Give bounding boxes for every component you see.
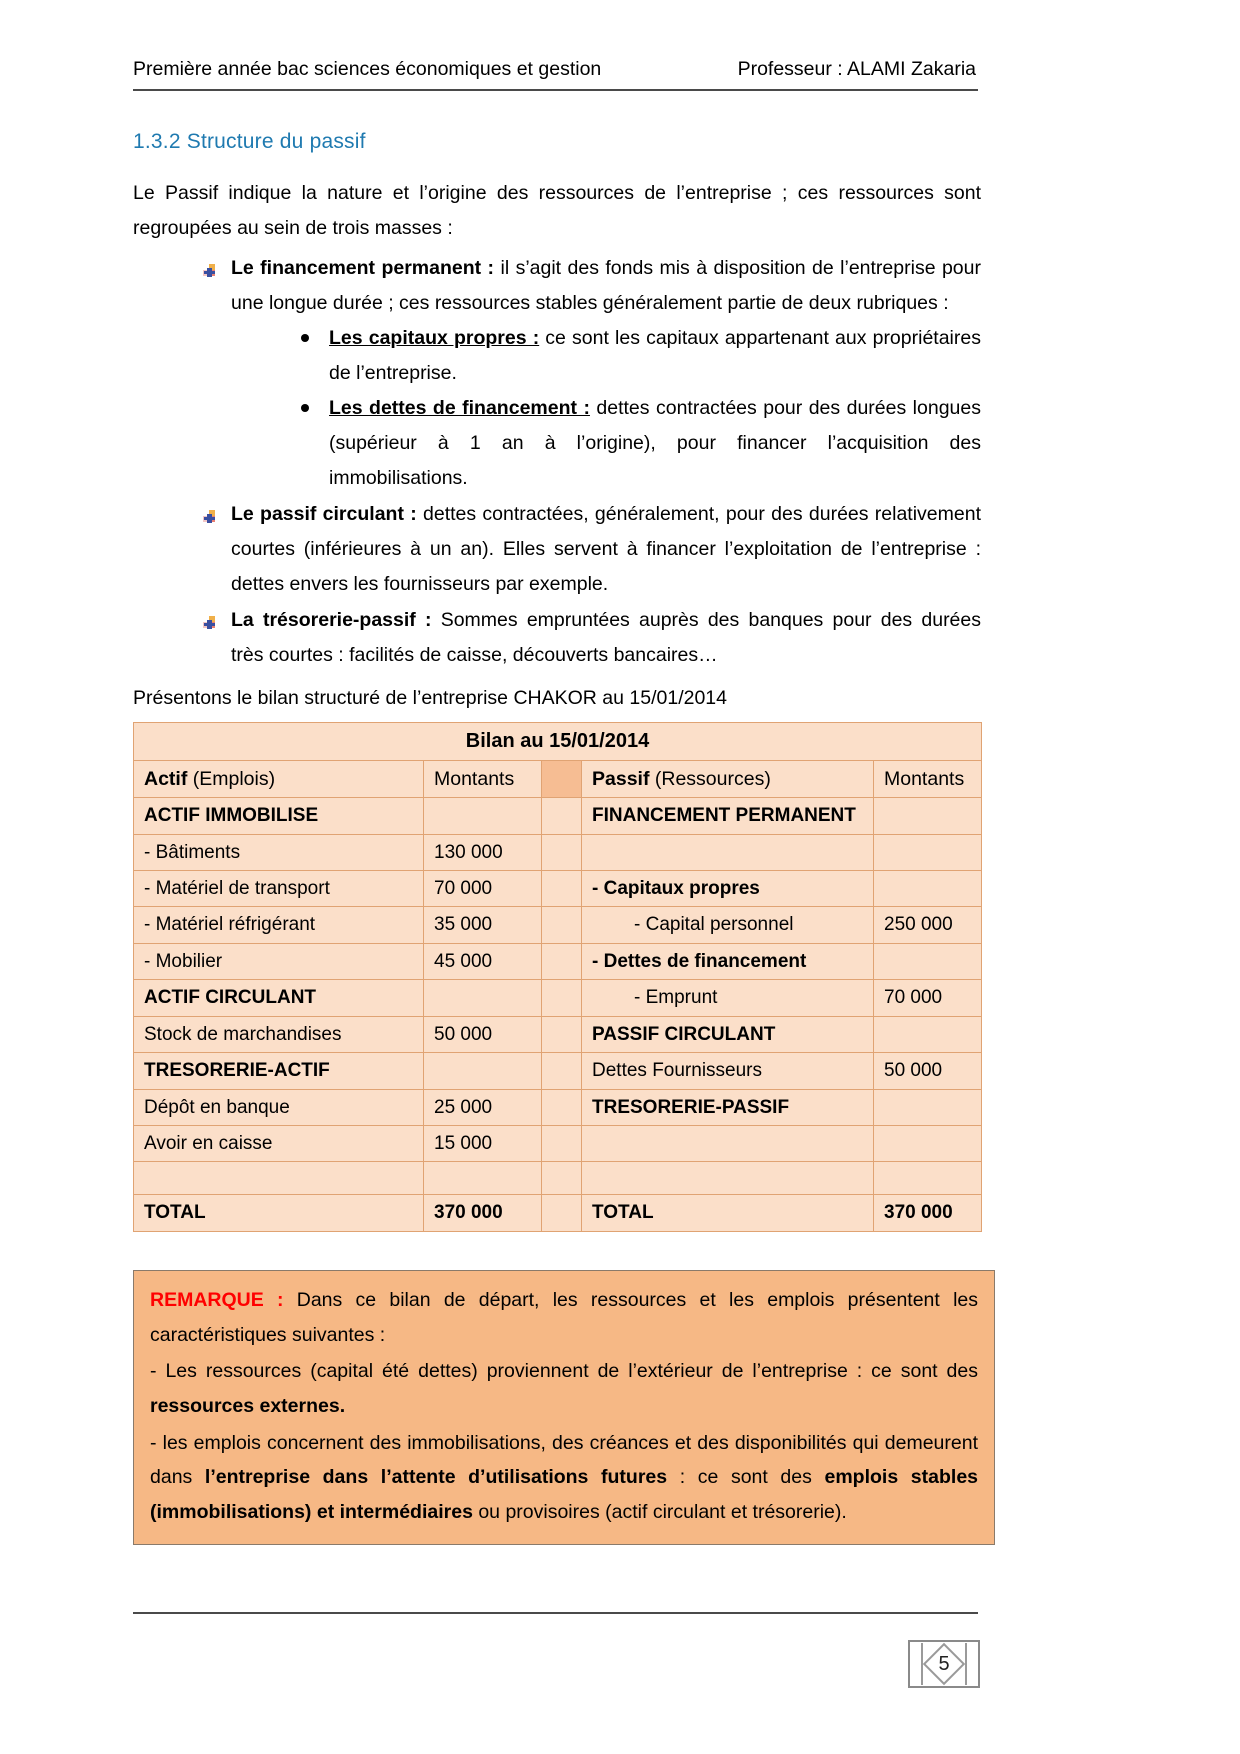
column-header-passif-rest: (Ressources) — [649, 767, 771, 790]
word-bullet-icon — [203, 264, 216, 277]
cell-montant-actif-text: 70 000 — [434, 877, 493, 899]
sub-item-text: ce sont les capitaux appartenant aux propriétaires de l’entreprise. — [329, 326, 981, 384]
cell-spacer — [542, 870, 582, 906]
list-item-passif-circulant — [203, 497, 981, 601]
remark-text-2b: ressources externes. — [150, 1394, 346, 1417]
list-item-label: Le financement permanent : — [231, 257, 495, 280]
cell-montant-actif — [424, 798, 542, 834]
remark-text-3d: emplois stables (immobilisations) et intermédiaires — [150, 1466, 979, 1524]
column-header-montants-left: Montants — [424, 760, 542, 797]
cell-actif-text: ACTIF CIRCULANT — [144, 987, 317, 1009]
cell-montant-passif — [874, 1162, 982, 1195]
cell-spacer — [542, 1053, 582, 1089]
table-row — [134, 1016, 982, 1052]
sub-item-label: Les dettes de financement : — [329, 397, 590, 420]
cell-actif-text: Stock de marchandises — [144, 1023, 342, 1045]
cell-spacer — [542, 943, 582, 979]
cell-actif-text: - Mobilier — [144, 950, 223, 972]
cell-montant-actif — [424, 907, 542, 943]
balance-sheet-body — [134, 722, 982, 1231]
cell-actif — [134, 980, 424, 1016]
cell-spacer — [542, 1016, 582, 1052]
cell-montant-passif-text: 250 000 — [884, 914, 953, 936]
cell-passif-text: TRESORERIE-PASSIF — [592, 1096, 790, 1118]
list-item-tresorerie-passif — [203, 603, 981, 672]
table-row — [134, 870, 982, 906]
remark-text-3b: l’entreprise dans l’attente d’utilisations futures — [204, 1466, 668, 1489]
table-title-row — [134, 722, 982, 760]
cell-montant-passif — [874, 943, 982, 979]
cell-actif-text: - Matériel réfrigérant — [144, 914, 316, 936]
cell-passif — [582, 834, 874, 870]
cell-actif — [134, 1126, 424, 1162]
column-header-actif — [134, 760, 424, 797]
cell-spacer — [542, 834, 582, 870]
cell-passif-text: - Emprunt — [634, 987, 718, 1009]
table-row — [134, 834, 982, 870]
cell-montant-passif — [874, 798, 982, 834]
cell-passif — [582, 943, 874, 979]
balance-sheet-title: Bilan au 15/01/2014 — [134, 722, 982, 760]
bullet-list-level1 — [133, 251, 981, 672]
cell-montant-passif — [874, 1089, 982, 1125]
list-item-label: La trésorerie-passif : — [231, 609, 432, 632]
total-label-actif: TOTAL — [134, 1195, 424, 1231]
column-header-spacer — [542, 760, 582, 797]
remark-text-3c: : ce sont des — [667, 1466, 825, 1489]
cell-actif — [134, 1016, 424, 1052]
cell-actif-text: ACTIF IMMOBILISE — [144, 805, 319, 827]
document-content — [133, 130, 981, 1545]
table-row — [134, 1089, 982, 1125]
intro-paragraph: Le Passif indique la nature et l’origine des ressources de l’entreprise ; ces ressources sont regroupées au sein de trois masses : — [133, 182, 981, 239]
cell-passif-text: - Dettes de financement — [592, 950, 807, 972]
cell-montant-passif — [874, 870, 982, 906]
list-item-text: Sommes empruntées auprès des banques pour des durées très courtes : facilités de caisse, découverts bancaires… — [231, 609, 981, 667]
cell-spacer — [542, 1126, 582, 1162]
cell-montant-passif — [874, 1053, 982, 1089]
list-item-text: il s’agit des fonds mis à disposition de l’entreprise pour une longue durée ; ces ressources stables généralement partie de deux rubriques : — [231, 257, 981, 315]
remark-text-2a: - Les ressources (capital été dettes) proviennent de l’extérieur de l’entreprise : ce sont des — [150, 1360, 978, 1383]
cell-montant-actif — [424, 1016, 542, 1052]
list-item-financement-permanent — [203, 251, 981, 495]
cell-actif — [134, 834, 424, 870]
remark-text-3a: - les emplois concernent des immobilisations, des créances et des disponibilités qui demeurent dans — [150, 1431, 978, 1489]
page-number: 5 — [938, 1652, 950, 1675]
table-intro-text: Présentons le bilan structuré de l’entreprise CHAKOR au 15/01/2014 — [133, 686, 727, 709]
cell-montant-passif — [874, 834, 982, 870]
header-course-title: Première année bac sciences économiques et gestion — [133, 58, 602, 80]
table-header-row — [134, 760, 982, 797]
cell-montant-actif — [424, 1162, 542, 1195]
cell-spacer — [542, 1162, 582, 1195]
cell-spacer — [542, 798, 582, 834]
cell-montant-passif — [874, 980, 982, 1016]
sub-item-text: dettes contractées pour des durées longues (supérieur à 1 an à l’origine), pour financer l’acquisition des immobilisations. — [329, 397, 981, 489]
remark-paragraph-3 — [150, 1426, 978, 1530]
cell-passif — [582, 980, 874, 1016]
cell-passif — [582, 907, 874, 943]
cell-montant-actif — [424, 1089, 542, 1125]
cell-montant-actif — [424, 980, 542, 1016]
cell-montant-passif-text: 70 000 — [884, 987, 943, 1009]
cell-actif-text: TRESORERIE-ACTIF — [144, 1060, 330, 1082]
page-header — [133, 58, 978, 91]
total-value-passif: 370 000 — [874, 1195, 982, 1231]
section-title: 1.3.2 Structure du passif — [133, 130, 366, 153]
column-header-montants-right: Montants — [874, 760, 982, 797]
total-value-actif: 370 000 — [424, 1195, 542, 1231]
cell-actif — [134, 907, 424, 943]
bullet-list-level2 — [231, 321, 981, 496]
list-item-label: Le passif circulant : — [231, 503, 417, 526]
cell-spacer — [542, 907, 582, 943]
page-number-badge — [908, 1640, 980, 1688]
total-spacer — [542, 1195, 582, 1231]
cell-montant-actif — [424, 870, 542, 906]
column-header-actif-bold: Actif — [144, 767, 188, 790]
remark-label: REMARQUE : — [150, 1288, 284, 1311]
cell-montant-passif-text: 50 000 — [884, 1060, 943, 1082]
round-bullet-icon — [301, 334, 309, 342]
list-item-text: dettes contractées, généralement, pour des durées relativement courtes (inférieures à un an). Elles servent à financer l’exploitation de l’entreprise : dettes envers les fournisseurs par exemple. — [231, 503, 981, 595]
table-row — [134, 943, 982, 979]
sub-item-label: Les capitaux propres : — [329, 326, 540, 349]
cell-passif — [582, 1016, 874, 1052]
cell-actif-text: - Matériel de transport — [144, 877, 330, 899]
list-item-capitaux-propres — [299, 321, 981, 390]
cell-passif-text: PASSIF CIRCULANT — [592, 1023, 776, 1045]
remark-text-3e: ou provisoires (actif circulant et trésorerie). — [472, 1501, 847, 1524]
cell-passif — [582, 870, 874, 906]
footer-divider — [133, 1612, 978, 1614]
remark-paragraph-2 — [150, 1354, 978, 1423]
cell-spacer — [542, 1089, 582, 1125]
column-header-actif-rest: (Emplois) — [187, 767, 276, 790]
cell-actif — [134, 798, 424, 834]
cell-montant-passif — [874, 907, 982, 943]
round-bullet-icon — [301, 404, 309, 412]
cell-passif — [582, 798, 874, 834]
table-row — [134, 980, 982, 1016]
cell-montant-actif-text: 15 000 — [434, 1133, 493, 1154]
cell-montant-actif-text: 35 000 — [434, 914, 493, 936]
cell-montant-actif — [424, 943, 542, 979]
cell-passif-text: Dettes Fournisseurs — [592, 1060, 763, 1082]
header-professor: Professeur : ALAMI Zakaria — [737, 58, 976, 80]
table-row — [134, 1053, 982, 1089]
cell-passif-text: - Capital personnel — [634, 914, 794, 936]
cell-montant-passif — [874, 1126, 982, 1162]
cell-montant-passif — [874, 1016, 982, 1052]
balance-sheet-table — [133, 722, 982, 1232]
cell-actif — [134, 870, 424, 906]
cell-montant-actif-text: 45 000 — [434, 950, 493, 972]
table-row — [134, 1162, 982, 1195]
cell-passif — [582, 1162, 874, 1195]
remark-text-1: Dans ce bilan de départ, les ressources et les emplois présentent les caractéristiques suivantes : — [150, 1288, 978, 1346]
cell-spacer — [542, 980, 582, 1016]
cell-passif — [582, 1089, 874, 1125]
column-header-passif-bold: Passif — [592, 767, 650, 790]
cell-montant-actif-text: 50 000 — [434, 1023, 493, 1045]
cell-passif — [582, 1053, 874, 1089]
cell-passif — [582, 1126, 874, 1162]
table-row — [134, 798, 982, 834]
cell-actif — [134, 1162, 424, 1195]
cell-actif-text: Dépôt en banque — [144, 1096, 290, 1118]
word-bullet-icon — [203, 616, 216, 629]
word-bullet-icon — [203, 510, 216, 523]
cell-actif-text: Avoir en caisse — [144, 1133, 273, 1154]
cell-actif-text: - Bâtiments — [144, 841, 241, 863]
cell-montant-actif-text: 130 000 — [434, 841, 503, 863]
cell-actif — [134, 1089, 424, 1125]
cell-montant-actif — [424, 834, 542, 870]
column-header-passif — [582, 760, 874, 797]
list-item-dettes-financement — [299, 391, 981, 495]
cell-montant-actif — [424, 1053, 542, 1089]
cell-passif-text: FINANCEMENT PERMANENT — [592, 805, 856, 827]
total-label-passif: TOTAL — [582, 1195, 874, 1231]
table-total-row — [134, 1195, 982, 1231]
cell-actif — [134, 1053, 424, 1089]
table-row — [134, 907, 982, 943]
remark-box — [133, 1270, 995, 1545]
cell-montant-actif — [424, 1126, 542, 1162]
cell-actif — [134, 943, 424, 979]
remark-paragraph-1 — [150, 1283, 978, 1352]
table-row — [134, 1126, 982, 1162]
cell-montant-actif-text: 25 000 — [434, 1096, 493, 1118]
cell-passif-text: - Capitaux propres — [592, 877, 760, 899]
